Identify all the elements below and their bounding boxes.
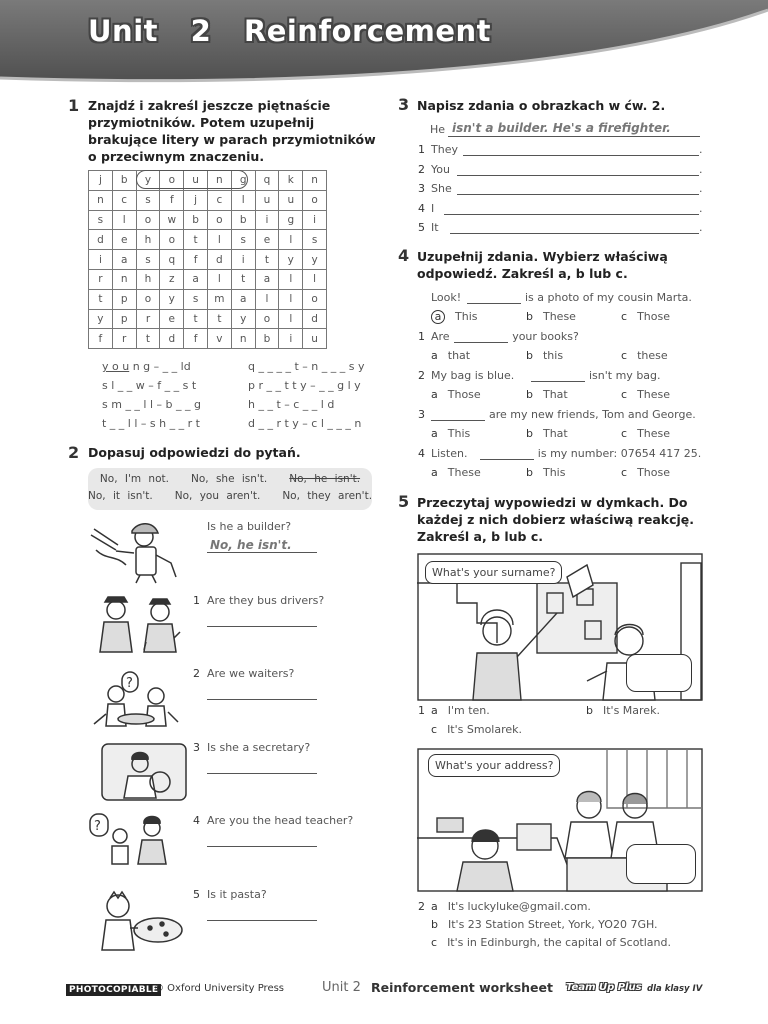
option-text: This (447, 427, 471, 440)
option-a[interactable] (431, 349, 470, 362)
adjective-pair[interactable]: y o u n g – _ _ ld (102, 360, 191, 373)
option-c[interactable] (431, 723, 522, 736)
grid-cell[interactable]: o (160, 230, 184, 250)
option-c[interactable] (621, 349, 668, 362)
grid-cell[interactable]: n (207, 171, 231, 191)
answer-line[interactable] (463, 155, 699, 156)
ex1-pairs-right (248, 357, 364, 433)
ex1-instruction-line: o przeciwnym znaczeniu. (88, 149, 265, 164)
grid-cell[interactable]: o (136, 210, 160, 230)
ex2-example-question: Is he a builder? (207, 520, 292, 533)
adjective-pair[interactable]: q _ _ _ _ t – n _ _ _ s y (248, 360, 365, 373)
pasta-illustration (90, 884, 186, 956)
grid-cell[interactable]: l (207, 269, 231, 289)
grid-cell[interactable]: b (255, 329, 279, 349)
ex1-instruction-line: brakujące litery w parach przymiotników (88, 132, 376, 147)
item-number: 5 (418, 221, 425, 234)
grid-cell[interactable]: s (136, 250, 160, 270)
grid-cell[interactable]: s (89, 210, 113, 230)
option-letter: a (431, 388, 438, 401)
grid-cell[interactable]: j (184, 190, 208, 210)
ex4-number: 4 (398, 246, 410, 265)
answer-line[interactable] (444, 214, 700, 215)
option-text: These (542, 310, 576, 323)
sentence-end: your books? (512, 330, 579, 343)
adjective-pair[interactable]: t _ _ l l – s h _ _ r t (102, 417, 200, 430)
option-text: that (447, 349, 471, 362)
option-a[interactable] (431, 900, 591, 913)
option-text: That (542, 427, 568, 440)
grid-cell[interactable]: d (303, 309, 327, 329)
option-a[interactable] (431, 466, 481, 479)
speech-bubble: What's your address? (428, 754, 560, 777)
page-title: Unit 2 Reinforcement (88, 14, 492, 48)
option-text: These (637, 427, 671, 440)
grid-cell[interactable]: u (303, 329, 327, 349)
grid-cell[interactable]: o (303, 289, 327, 309)
sentence-start: Look! (431, 291, 462, 304)
grid-cell[interactable]: y (136, 171, 160, 191)
option-a[interactable] (431, 427, 470, 440)
filled-letters: y o u (102, 360, 130, 373)
grid-cell[interactable]: s (303, 230, 327, 250)
option-letter: a (431, 349, 438, 362)
option-c[interactable] (621, 388, 670, 401)
grid-cell[interactable]: z (160, 269, 184, 289)
item-number: 2 (418, 162, 425, 176)
grid-cell[interactable]: l (207, 230, 231, 250)
ex2-example-answer: No, he isn't. (210, 538, 292, 552)
ex3-instruction: Napisz zdania o obrazkach w ćw. 2. (417, 98, 666, 113)
question-text: Is it pasta? (207, 888, 267, 901)
item-number: 2 (418, 369, 425, 382)
grid-cell[interactable]: e (112, 230, 136, 250)
answer-option: No, I'm not. (99, 473, 169, 485)
option-letter: a (431, 427, 438, 440)
answer-line[interactable] (207, 920, 317, 921)
grid-row (89, 190, 327, 210)
grid-cell[interactable]: n (303, 171, 327, 191)
svg-text:?: ? (126, 676, 133, 691)
option-text: These (447, 466, 481, 479)
option-a[interactable] (431, 310, 477, 324)
grid-cell[interactable]: y (160, 289, 184, 309)
photocopiable-label: PHOTOCOPIABLE (66, 984, 161, 996)
grid-cell[interactable]: f (160, 190, 184, 210)
adjective-pair[interactable]: d _ _ r t y – c l _ _ _ n (248, 417, 362, 430)
period: . (699, 143, 703, 156)
option-b[interactable] (526, 310, 576, 323)
answer-row-1 (88, 473, 372, 485)
option-letter: c (621, 388, 628, 401)
grid-cell[interactable]: h (136, 269, 160, 289)
sentence-start: My bag is blue. (431, 369, 515, 382)
blank-line[interactable] (531, 381, 585, 382)
ex1-pairs-left (102, 357, 201, 433)
ex2-instruction: Dopasuj odpowiedzi do pytań. (88, 445, 301, 460)
grid-row (89, 230, 327, 250)
grid-cell[interactable]: n (231, 329, 255, 349)
grid-cell[interactable]: a (231, 289, 255, 309)
option-text: these (637, 349, 668, 362)
ex1-instruction (88, 97, 376, 165)
question-number: 1 (418, 704, 425, 717)
grid-cell[interactable]: h (136, 230, 160, 250)
option-letter: b (526, 427, 533, 440)
grid-cell[interactable]: t (207, 309, 231, 329)
grid-cell[interactable]: u (184, 171, 208, 191)
grid-cell[interactable]: s (184, 289, 208, 309)
option-letter: a (431, 310, 445, 324)
option-text: I'm ten. (447, 704, 490, 717)
grid-cell[interactable]: s (231, 230, 255, 250)
option-b[interactable] (526, 349, 563, 362)
head-teacher-illustration (86, 812, 186, 868)
answer-option: No, it isn't. (88, 490, 153, 502)
grid-cell[interactable]: f (184, 329, 208, 349)
item-number: 3 (418, 182, 425, 195)
grid-cell[interactable]: d (89, 230, 113, 250)
grid-cell[interactable]: t (231, 269, 255, 289)
brand-suffix: dla klasy IV (647, 984, 703, 994)
option-letter: b (526, 349, 533, 362)
grid-row (89, 309, 327, 329)
header-banner (0, 0, 768, 88)
option-letter: c (621, 349, 628, 362)
grid-row (89, 269, 327, 289)
firefighter-illustration (86, 515, 186, 585)
option-text: That (542, 388, 568, 401)
question-number: 1 (193, 594, 200, 607)
blank-line[interactable] (454, 342, 508, 343)
ex2-number: 2 (68, 443, 80, 462)
adjective-pair[interactable]: s m _ _ l l – b _ _ g (102, 398, 201, 411)
grid-cell[interactable]: e (160, 309, 184, 329)
ex1-instruction-line: Znajdź i zakreśl jeszcze piętnaście (88, 98, 331, 113)
option-b[interactable] (526, 427, 568, 440)
grid-cell[interactable]: p (112, 309, 136, 329)
grid-row (89, 329, 327, 349)
grid-cell[interactable]: d (160, 329, 184, 349)
grid-cell[interactable]: t (184, 309, 208, 329)
question-text: Are you the head teacher? (207, 814, 354, 827)
answer-line[interactable] (457, 194, 700, 195)
sentence-end: is my number: 07654 417 25. (537, 447, 702, 460)
grid-cell[interactable]: f (89, 329, 113, 349)
answer-line (448, 136, 700, 137)
ex1-number: 1 (68, 96, 80, 115)
ex1-instruction-line: przymiotników. Potem uzupełnij (88, 115, 315, 130)
option-letter: c (621, 427, 628, 440)
period: . (699, 162, 703, 176)
grid-cell[interactable]: l (231, 190, 255, 210)
speech-bubble: What's your surname? (425, 561, 562, 584)
question-text: Are they bus drivers? (207, 594, 325, 607)
ex3-number: 3 (398, 95, 410, 114)
grid-cell[interactable]: r (112, 329, 136, 349)
option-letter: c (431, 723, 438, 736)
grid-cell[interactable]: k (279, 171, 303, 191)
grid-cell[interactable]: w (160, 210, 184, 230)
option-letter: b (586, 704, 593, 717)
grid-cell[interactable]: f (184, 250, 208, 270)
option-c[interactable] (621, 427, 670, 440)
grid-cell[interactable]: m (207, 289, 231, 309)
grid-cell[interactable]: i (303, 210, 327, 230)
answer-options-box (88, 468, 372, 510)
option-b[interactable] (526, 466, 565, 479)
grid-cell[interactable]: v (207, 329, 231, 349)
grid-cell[interactable]: g (279, 210, 303, 230)
ex3-example-start: He (430, 123, 446, 136)
grid-cell[interactable]: t (184, 230, 208, 250)
grid-cell[interactable]: n (89, 190, 113, 210)
item-start: She (431, 182, 452, 195)
answer-line[interactable] (207, 626, 317, 627)
grid-cell[interactable]: a (184, 269, 208, 289)
question-number: 3 (193, 741, 200, 754)
item-number: 1 (418, 143, 425, 156)
item-start: You (431, 162, 450, 176)
word-search-grid[interactable] (88, 170, 327, 349)
grid-cell[interactable]: u (279, 190, 303, 210)
ex5-instruction-line: Przeczytaj wypowiedzi w dymkach. Do (417, 495, 688, 510)
ex5-instruction-line: każdej z nich dobierz właściwą reakcję. (417, 512, 694, 527)
grid-cell[interactable]: t (136, 329, 160, 349)
option-c[interactable] (621, 466, 670, 479)
grid-cell[interactable]: c (207, 190, 231, 210)
grid-cell[interactable]: n (112, 269, 136, 289)
ex4-instruction (417, 248, 668, 282)
answer-option: No, they aren't. (282, 490, 373, 502)
brand-logo: Team Up Plus (566, 982, 642, 993)
option-text: These (637, 388, 671, 401)
grid-cell[interactable]: r (136, 309, 160, 329)
grid-cell[interactable]: a (112, 250, 136, 270)
grid-cell[interactable]: i (89, 250, 113, 270)
option-letter: a (431, 704, 438, 717)
sentence-end: are my new friends, Tom and George. (489, 408, 696, 421)
sentence-end: isn't my bag. (589, 369, 661, 382)
option-b[interactable] (526, 388, 568, 401)
grid-row (89, 289, 327, 309)
empty-speech-bubble (626, 654, 692, 692)
grid-cell[interactable]: p (112, 289, 136, 309)
circled-word-young (136, 170, 248, 189)
adjective-pair[interactable]: s l _ _ w – f _ _ s t (102, 379, 197, 392)
grid-cell[interactable]: e (255, 230, 279, 250)
answer-line[interactable] (450, 233, 699, 234)
answer-line[interactable] (207, 773, 317, 774)
grid-cell[interactable]: i (255, 210, 279, 230)
publisher: © Oxford University Press (154, 983, 285, 994)
answer-option: No, you aren't. (174, 490, 261, 502)
svg-text:?: ? (94, 819, 101, 834)
item-start: It (431, 221, 439, 234)
footer-worksheet: Reinforcement worksheet (371, 980, 553, 995)
option-a[interactable] (431, 704, 490, 717)
option-letter: b (431, 918, 438, 931)
grid-cell[interactable]: c (112, 190, 136, 210)
option-b[interactable] (431, 918, 658, 931)
grid-cell[interactable]: j (89, 171, 113, 191)
option-b[interactable] (586, 704, 660, 717)
grid-cell[interactable]: o (207, 210, 231, 230)
item-number: 1 (418, 330, 425, 343)
waiters-illustration (86, 664, 186, 734)
grid-cell[interactable]: y (231, 309, 255, 329)
bus-drivers-illustration (86, 592, 186, 658)
option-a[interactable] (431, 388, 481, 401)
period: . (699, 182, 703, 195)
ex4-instruction-line: odpowiedź. Zakreśl a, b lub c. (417, 266, 628, 281)
grid-cell[interactable]: u (255, 190, 279, 210)
grid-cell[interactable]: r (89, 269, 113, 289)
period: . (699, 201, 703, 215)
grid-cell[interactable]: t (255, 250, 279, 270)
option-text: Those (637, 310, 670, 323)
grid-cell[interactable]: d (207, 250, 231, 270)
grid-cell[interactable]: q (255, 171, 279, 191)
question-text: Are we waiters? (207, 667, 295, 680)
grid-cell[interactable]: l (255, 289, 279, 309)
option-text: Those (447, 388, 481, 401)
option-c[interactable] (621, 310, 670, 323)
item-start: I (431, 201, 435, 215)
grid-cell[interactable]: l (279, 309, 303, 329)
grid-cell[interactable]: y (303, 250, 327, 270)
item-start: They (431, 143, 458, 156)
sentence-start: Listen. (431, 447, 468, 460)
option-text: It's 23 Station Street, York, YO20 7GH. (447, 918, 658, 931)
ex5-instruction (417, 494, 694, 545)
answer-option: No, she isn't. (190, 473, 268, 485)
sentence-end: is a photo of my cousin Marta. (525, 291, 692, 304)
grid-cell[interactable]: y (89, 309, 113, 329)
grid-cell[interactable]: o (255, 309, 279, 329)
grid-cell[interactable]: s (136, 190, 160, 210)
blank-line[interactable] (467, 303, 521, 304)
grid-cell[interactable]: o (136, 289, 160, 309)
question-number: 2 (418, 900, 425, 913)
grid-cell[interactable]: l (303, 269, 327, 289)
blank-line[interactable] (480, 459, 534, 460)
question-text: Is she a secretary? (207, 741, 311, 754)
option-letter: a (431, 466, 438, 479)
option-letter: c (431, 936, 438, 949)
answer-row-2 (88, 490, 372, 502)
ex3-example-answer: isn't a builder. He's a firefighter. (452, 121, 671, 135)
grid-cell[interactable]: o (160, 171, 184, 191)
option-letter: b (526, 310, 533, 323)
grid-cell[interactable]: a (255, 269, 279, 289)
option-text: It's in Edinburgh, the capital of Scotland. (447, 936, 671, 949)
period: . (699, 221, 703, 234)
option-text: It's luckyluke@gmail.com. (447, 900, 591, 913)
option-text: this (542, 349, 564, 362)
adjective-pair[interactable]: h _ _ t – c _ _ l d (248, 398, 335, 411)
grid-cell[interactable]: o (303, 190, 327, 210)
option-text: It's Smolarek. (447, 723, 523, 736)
blank-line[interactable] (431, 420, 485, 421)
option-text: This (455, 310, 478, 323)
option-letter: c (621, 466, 628, 479)
grid-cell[interactable]: i (279, 329, 303, 349)
option-letter: b (526, 466, 533, 479)
grid-row (89, 250, 327, 270)
option-text: This (542, 466, 566, 479)
option-letter: a (431, 900, 438, 913)
item-number: 4 (418, 201, 425, 215)
grid-cell[interactable]: q (160, 250, 184, 270)
grid-cell[interactable]: g (231, 171, 255, 191)
grid-cell[interactable]: l (112, 210, 136, 230)
grid-cell[interactable]: l (279, 269, 303, 289)
ex4-instruction-line: Uzupełnij zdania. Wybierz właściwą (417, 249, 668, 264)
question-number: 2 (193, 667, 200, 680)
question-number: 5 (193, 888, 200, 901)
grid-cell[interactable]: y (279, 250, 303, 270)
option-c[interactable] (431, 936, 671, 949)
grid-cell[interactable]: b (112, 171, 136, 191)
grid-cell[interactable]: t (89, 289, 113, 309)
answer-line[interactable] (207, 699, 317, 700)
sentence-start: Are (431, 330, 450, 343)
answer-line[interactable] (457, 175, 700, 176)
ex5-number: 5 (398, 492, 410, 511)
item-number: 3 (418, 408, 425, 421)
question-number: 4 (193, 814, 200, 827)
grid-cell[interactable]: b (231, 210, 255, 230)
option-letter: c (621, 310, 628, 323)
grid-cell[interactable]: l (279, 289, 303, 309)
grid-cell[interactable]: i (231, 250, 255, 270)
adjective-pair[interactable]: p r _ _ t t y – _ _ g l y (248, 379, 361, 392)
footer-unit: Unit 2 (322, 980, 361, 995)
answer-line[interactable] (207, 846, 317, 847)
item-number: 4 (418, 447, 425, 460)
grid-cell[interactable]: b (184, 210, 208, 230)
grid-row (89, 210, 327, 230)
option-text: It's Marek. (602, 704, 660, 717)
option-letter: b (526, 388, 533, 401)
empty-speech-bubble (626, 844, 696, 884)
ex5-instruction-line: Zakreśl a, b lub c. (417, 529, 544, 544)
answer-line (207, 552, 317, 553)
grid-cell[interactable]: l (279, 230, 303, 250)
answer-option-used: No, he isn't. (289, 473, 361, 485)
option-text: Those (637, 466, 670, 479)
secretary-driving-illustration (100, 742, 190, 804)
